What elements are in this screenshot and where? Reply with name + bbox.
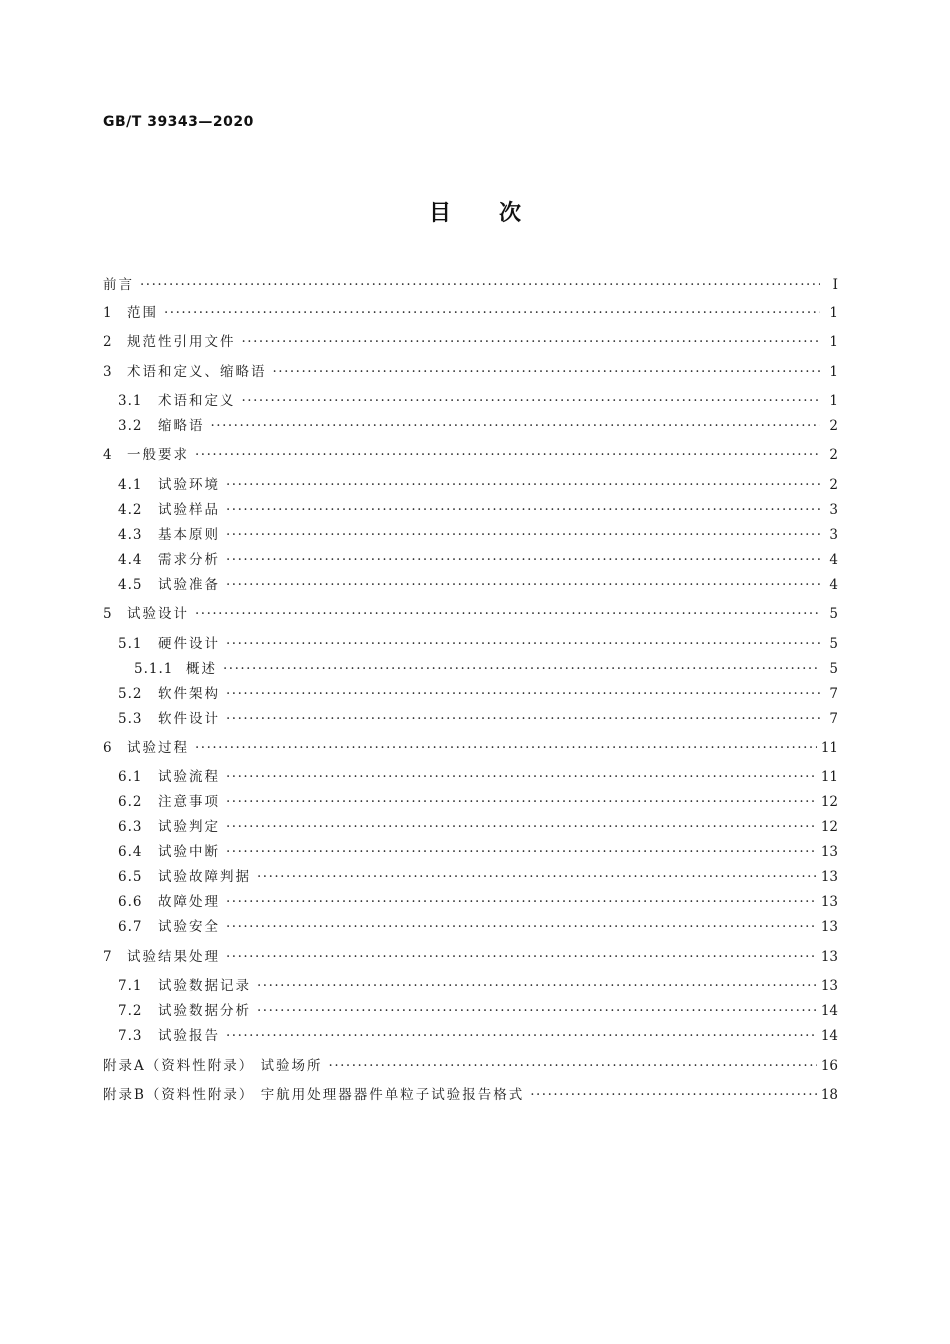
toc-entry[interactable] bbox=[103, 736, 838, 760]
toc-entry[interactable] bbox=[118, 632, 838, 656]
toc-entry-page: 16 bbox=[820, 1058, 838, 1074]
toc-entry[interactable] bbox=[103, 360, 838, 384]
toc-entry-number: 6.1 bbox=[118, 769, 143, 785]
toc-entry[interactable] bbox=[118, 548, 838, 572]
toc-entry[interactable] bbox=[118, 473, 838, 497]
toc-entry-page: 1 bbox=[829, 364, 838, 380]
document-code: GB/T 39343—2020 bbox=[103, 114, 254, 130]
toc-leader-dots bbox=[226, 473, 820, 497]
toc-entry-label: 试验流程 bbox=[158, 769, 220, 785]
toc-entry[interactable] bbox=[103, 1083, 838, 1107]
toc-entry-number: 4 bbox=[103, 447, 113, 463]
toc-entry[interactable] bbox=[118, 815, 838, 839]
toc-entry-page: 13 bbox=[820, 978, 838, 994]
toc-entry-page: 5 bbox=[829, 661, 838, 677]
toc-entry[interactable] bbox=[103, 1054, 838, 1078]
toc-entry[interactable] bbox=[103, 330, 838, 354]
toc-entry-number: 4.3 bbox=[118, 527, 143, 543]
toc-entry-page: 4 bbox=[829, 552, 838, 568]
toc-leader-dots bbox=[226, 548, 820, 572]
toc-entry-label: 试验判定 bbox=[158, 819, 220, 835]
toc-entry[interactable] bbox=[103, 602, 838, 626]
toc-entry-number: 6.3 bbox=[118, 819, 143, 835]
toc-title: 目次 bbox=[428, 201, 569, 226]
toc-entry-label: 试验数据记录 bbox=[158, 978, 251, 994]
toc-entry-number: 3 bbox=[103, 364, 113, 380]
toc-entry-number: 5.1.1 bbox=[134, 661, 174, 677]
toc-entry[interactable] bbox=[118, 707, 838, 731]
toc-leader-dots bbox=[223, 657, 820, 681]
toc-entry[interactable] bbox=[118, 1024, 838, 1048]
toc-entry-page: 1 bbox=[829, 334, 838, 350]
toc-entry-label: 术语和定义 bbox=[158, 393, 236, 409]
toc-entry-label: 注意事项 bbox=[158, 794, 220, 810]
toc-leader-dots bbox=[226, 945, 817, 969]
toc-entry[interactable] bbox=[118, 974, 838, 998]
toc-entry-page: 13 bbox=[820, 844, 838, 860]
toc-entry-label: 软件设计 bbox=[158, 711, 220, 727]
toc-leader-dots bbox=[226, 815, 817, 839]
toc-leader-dots bbox=[226, 915, 817, 939]
toc-leader-dots bbox=[242, 389, 821, 413]
toc-entry-number: 6.2 bbox=[118, 794, 143, 810]
toc-entry[interactable] bbox=[118, 389, 838, 413]
toc-entry-label: 范围 bbox=[127, 305, 158, 321]
toc-entry-page: 14 bbox=[820, 1028, 838, 1044]
toc-entry-number: 7.1 bbox=[118, 978, 143, 994]
toc-leader-dots bbox=[195, 602, 820, 626]
toc-entry[interactable] bbox=[118, 865, 838, 889]
toc-entry-number: 2 bbox=[103, 334, 113, 350]
toc-leader-dots bbox=[140, 273, 820, 297]
toc-entry-page: 2 bbox=[829, 447, 838, 463]
toc-entry-number: 4.4 bbox=[118, 552, 143, 568]
toc-entry-number: 1 bbox=[103, 305, 113, 321]
toc-leader-dots bbox=[226, 632, 820, 656]
toc-entry-page: 11 bbox=[820, 769, 838, 785]
toc-entry-page: 7 bbox=[829, 711, 838, 727]
toc-entry-label: 软件架构 bbox=[158, 686, 220, 702]
toc-leader-dots bbox=[226, 790, 817, 814]
toc-leader-dots bbox=[257, 865, 817, 889]
toc-entry-page: Ⅰ bbox=[832, 277, 838, 293]
toc-entry-page: 3 bbox=[829, 502, 838, 518]
toc-leader-dots bbox=[226, 840, 817, 864]
toc-entry-page: 13 bbox=[820, 894, 838, 910]
toc-leader-dots bbox=[195, 736, 817, 760]
toc-entry-page: 14 bbox=[820, 1003, 838, 1019]
toc-entry-number: 5.2 bbox=[118, 686, 143, 702]
toc-entry-label: 试验数据分析 bbox=[158, 1003, 251, 1019]
toc-entry[interactable] bbox=[118, 790, 838, 814]
toc-entry-page: 2 bbox=[829, 418, 838, 434]
toc-entry-number: 6.7 bbox=[118, 919, 143, 935]
toc-entry-page: 12 bbox=[820, 819, 838, 835]
toc-leader-dots bbox=[164, 301, 820, 325]
toc-entry[interactable] bbox=[118, 915, 838, 939]
toc-entry[interactable] bbox=[118, 523, 838, 547]
toc-entry[interactable] bbox=[118, 765, 838, 789]
toc-leader-dots bbox=[195, 443, 820, 467]
toc-leader-dots bbox=[257, 974, 817, 998]
toc-entry-label: 缩略语 bbox=[158, 418, 205, 434]
toc-leader-dots bbox=[226, 890, 817, 914]
toc-entry-page: 12 bbox=[820, 794, 838, 810]
toc-entry-number: 3.2 bbox=[118, 418, 143, 434]
toc-entry[interactable] bbox=[103, 301, 838, 325]
toc-entry-number: 4.2 bbox=[118, 502, 143, 518]
toc-entry-label: 试验环境 bbox=[158, 477, 220, 493]
toc-entry-label: 需求分析 bbox=[158, 552, 220, 568]
toc-entry[interactable] bbox=[118, 999, 838, 1023]
toc-leader-dots bbox=[226, 523, 820, 547]
toc-entry-label: 故障处理 bbox=[158, 894, 220, 910]
toc-entry-number: 4.1 bbox=[118, 477, 143, 493]
toc-entry-page: 5 bbox=[829, 636, 838, 652]
toc-entry-label: 附录A（资料性附录） 试验场所 bbox=[103, 1058, 323, 1074]
toc-entry-number: 5 bbox=[103, 606, 113, 622]
toc-entry-page: 7 bbox=[829, 686, 838, 702]
toc-entry[interactable] bbox=[118, 573, 838, 597]
toc-entry-label: 试验报告 bbox=[158, 1028, 220, 1044]
toc-entry-number: 5.1 bbox=[118, 636, 143, 652]
toc-entry-number: 6.6 bbox=[118, 894, 143, 910]
toc-entry-number: 6.4 bbox=[118, 844, 143, 860]
toc-entry[interactable] bbox=[118, 498, 838, 522]
toc-entry-label: 基本原则 bbox=[158, 527, 220, 543]
toc-entry-number: 4.5 bbox=[118, 577, 143, 593]
toc-entry-page: 18 bbox=[820, 1087, 838, 1103]
toc-entry-label: 规范性引用文件 bbox=[127, 334, 236, 350]
toc-entry-page: 13 bbox=[820, 919, 838, 935]
toc-entry-label: 试验过程 bbox=[127, 740, 189, 756]
toc-entry-label: 试验准备 bbox=[158, 577, 220, 593]
toc-leader-dots bbox=[530, 1083, 817, 1107]
toc-entry-page: 4 bbox=[829, 577, 838, 593]
toc-entry[interactable] bbox=[118, 414, 838, 438]
toc-entry-page: 11 bbox=[820, 740, 838, 756]
toc-entry-label: 附录B（资料性附录） 宇航用处理器器件单粒子试验报告格式 bbox=[103, 1087, 525, 1103]
toc-entry-number: 5.3 bbox=[118, 711, 143, 727]
toc-entry-page: 13 bbox=[820, 949, 838, 965]
toc-entry[interactable] bbox=[118, 840, 838, 864]
toc-entry-page: 1 bbox=[829, 305, 838, 321]
toc-entry[interactable] bbox=[134, 657, 838, 681]
toc-entry-label: 硬件设计 bbox=[158, 636, 220, 652]
toc-entry-label: 术语和定义、缩略语 bbox=[127, 364, 267, 380]
toc-leader-dots bbox=[211, 414, 821, 438]
toc-leader-dots bbox=[273, 360, 821, 384]
toc-entry-label: 试验结果处理 bbox=[127, 949, 220, 965]
toc-leader-dots bbox=[226, 707, 820, 731]
toc-entry-label: 前言 bbox=[103, 277, 134, 293]
toc-entry-label: 试验中断 bbox=[158, 844, 220, 860]
toc-entry-number: 7.3 bbox=[118, 1028, 143, 1044]
toc-entry[interactable] bbox=[118, 890, 838, 914]
toc-leader-dots bbox=[226, 573, 820, 597]
toc-leader-dots bbox=[226, 498, 820, 522]
toc-leader-dots bbox=[226, 682, 820, 706]
toc-leader-dots bbox=[329, 1054, 817, 1078]
toc-entry-label: 试验样品 bbox=[158, 502, 220, 518]
toc-entry-label: 概述 bbox=[186, 661, 217, 677]
toc-leader-dots bbox=[226, 1024, 817, 1048]
toc-leader-dots bbox=[257, 999, 817, 1023]
toc-entry[interactable] bbox=[118, 682, 838, 706]
toc-entry-page: 1 bbox=[829, 393, 838, 409]
toc-entry-number: 7 bbox=[103, 949, 113, 965]
toc-entry-page: 5 bbox=[829, 606, 838, 622]
toc-entry[interactable] bbox=[103, 443, 838, 467]
toc-entry[interactable] bbox=[103, 945, 838, 969]
toc-entry-number: 7.2 bbox=[118, 1003, 143, 1019]
toc-leader-dots bbox=[226, 765, 817, 789]
toc-entry-number: 6.5 bbox=[118, 869, 143, 885]
toc-entry[interactable] bbox=[103, 273, 838, 297]
toc-entry-number: 6 bbox=[103, 740, 113, 756]
toc-entry-page: 3 bbox=[829, 527, 838, 543]
toc-entry-number: 3.1 bbox=[118, 393, 143, 409]
toc-entry-label: 试验故障判据 bbox=[158, 869, 251, 885]
toc-entry-label: 一般要求 bbox=[127, 447, 189, 463]
toc-entry-label: 试验设计 bbox=[127, 606, 189, 622]
toc-entry-page: 2 bbox=[829, 477, 838, 493]
toc-entry-label: 试验安全 bbox=[158, 919, 220, 935]
toc-leader-dots bbox=[242, 330, 821, 354]
toc-entry-page: 13 bbox=[820, 869, 838, 885]
